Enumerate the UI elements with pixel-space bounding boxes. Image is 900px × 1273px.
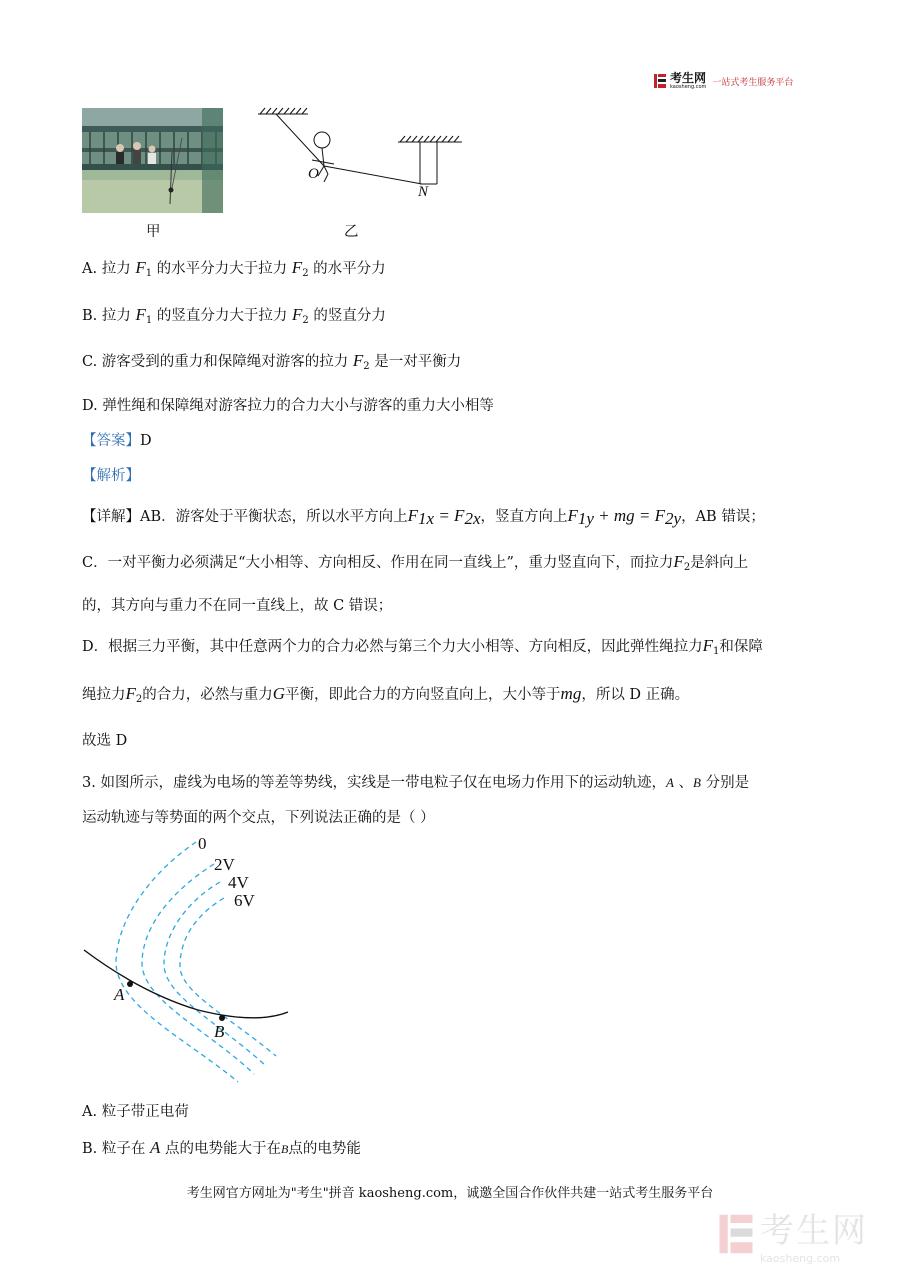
q2-option-c: C. 游客受到的重力和保障绳对游客的拉力 $F_2$ 是一对平衡力 bbox=[82, 351, 462, 372]
point-O-label: O bbox=[308, 166, 319, 182]
fig-point-B-label: B bbox=[214, 1022, 225, 1041]
equipotential-label-0: 0 bbox=[198, 834, 207, 853]
detail-line-3: 的，其方向与重力不在同一直线上，故 C 错误； bbox=[82, 598, 393, 614]
logo-url: kaosheng.com bbox=[670, 84, 707, 90]
q2-option-b: B. 拉力 $F_1$ 的竖直分力大于拉力 $F_2$ 的竖直分力 bbox=[82, 305, 386, 326]
logo-icon bbox=[653, 73, 667, 89]
figure-label-yi: 乙 bbox=[344, 224, 359, 240]
equipotential-label-2v: 2V bbox=[214, 855, 235, 874]
detail-line-1: 【详解】AB．游客处于平衡状态，所以水平方向上$F_{1x} = F_{2x}$，竖直方向上$F_{1y}$ + mg = $F_{2y}$，AB 错误； bbox=[82, 506, 765, 528]
logo-text: 考生网 bbox=[670, 71, 707, 85]
detail-line-4: D．根据三力平衡，其中任意两个力的合力必然与第三个力大小相等、方向相反，因此弹性绳拉力$F_1$和保障 bbox=[82, 636, 763, 657]
analysis-label: 【解析】 bbox=[82, 468, 140, 484]
answer-line bbox=[82, 429, 152, 450]
equipotential-figure bbox=[78, 830, 298, 1090]
q3-option-a: A. 粒子带正电荷 bbox=[82, 1104, 189, 1120]
footer-text: 考生网官方网址为"考生"拼音 kaosheng.com，诚邀全国合作伙伴共建一站式考生服务平台 bbox=[186, 1186, 714, 1201]
point-N-label: N bbox=[418, 184, 429, 200]
q3-stem-line-1: 3. 如图所示，虚线为电场的等差等势线，实线是一带电粒子仅在电场力作用下的运动轨迹，A 、B 分别是 bbox=[82, 775, 750, 791]
q3-stem-line-2: 运动轨迹与等势面的两个交点，下列说法正确的是（ ） bbox=[82, 810, 435, 826]
detail-line-2: C．一对平衡力必须满足“大小相等、方向相反、作用在同一直线上”，重力竖直向下，而拉力$F_2$是斜向上 bbox=[82, 552, 749, 573]
force-diagram bbox=[252, 104, 472, 204]
answer-label: 【答案】 bbox=[82, 433, 140, 449]
header-logo bbox=[653, 72, 793, 90]
watermark bbox=[716, 1203, 868, 1265]
watermark-logo-icon bbox=[716, 1212, 756, 1256]
bungee-photo bbox=[82, 108, 223, 213]
conclusion-line: 故选 D bbox=[82, 733, 128, 749]
equipotential-label-6v: 6V bbox=[234, 891, 255, 910]
answer-value: D bbox=[140, 433, 152, 449]
fig-point-A-label: A bbox=[114, 985, 125, 1004]
detail-line-5: 绳拉力$F_2$的合力，必然与重力G平衡，即此合力的方向竖直向上，大小等于mg，所以 D 正确。 bbox=[82, 684, 690, 705]
equipotential-label-4v: 4V bbox=[228, 873, 249, 892]
figure-label-jia: 甲 bbox=[146, 224, 161, 240]
header-slogan: 一站式考生服务平台 bbox=[712, 77, 794, 88]
q2-option-d: D. 弹性绳和保障绳对游客拉力的合力大小与游客的重力大小相等 bbox=[82, 398, 494, 414]
watermark-text: 考生网 bbox=[760, 1211, 868, 1251]
watermark-url: kaosheng.com bbox=[760, 1252, 841, 1265]
q2-option-a: A. 拉力 $F_1$ 的水平分力大于拉力 $F_2$ 的水平分力 bbox=[82, 258, 386, 279]
q3-option-b: B. 粒子在 A 点的电势能大于在B点的电势能 bbox=[82, 1138, 361, 1157]
